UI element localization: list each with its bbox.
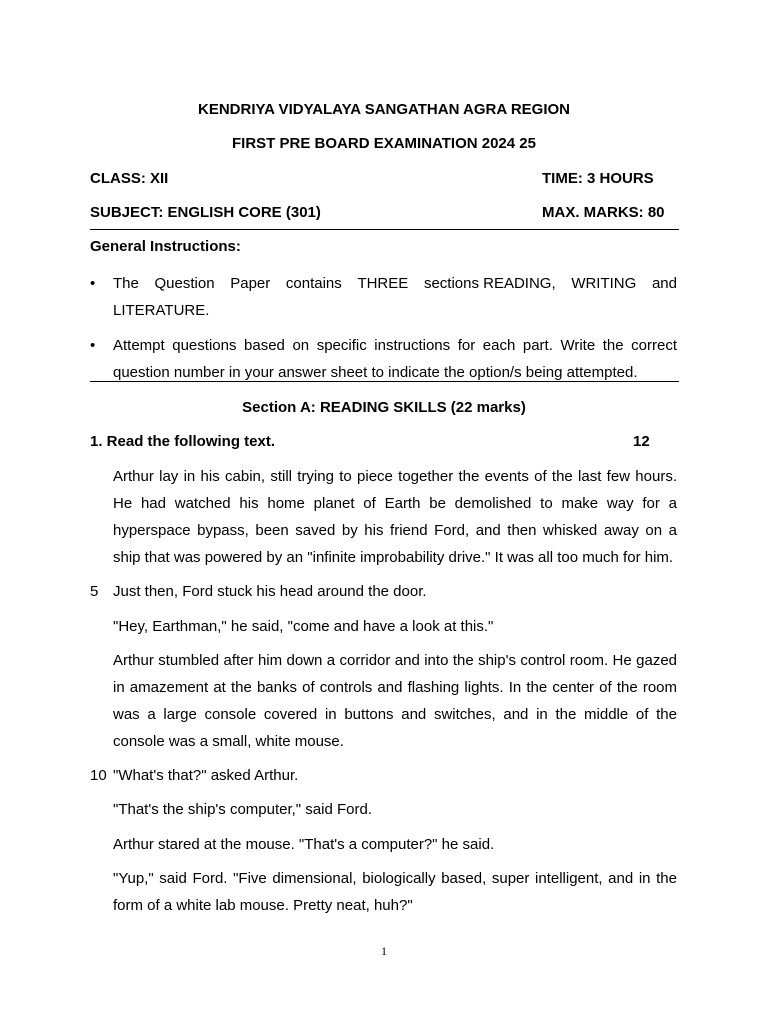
subject-label: SUBJECT: ENGLISH CORE (301)	[90, 204, 321, 221]
passage-line: Arthur stared at the mouse. "That's a computer?" he said.	[113, 836, 495, 853]
instruction-1-line-2: LITERATURE.	[113, 302, 210, 319]
instructions-divider	[90, 381, 679, 382]
bullet-2: •	[90, 337, 96, 354]
passage-line: console was a small, white mouse.	[113, 733, 344, 750]
line-number-5: 5	[90, 583, 99, 600]
passage-line: Arthur lay in his cabin, still trying to piece together the events of the last few hours.	[113, 468, 677, 485]
instruction-2-line-2: question number in your answer sheet to indicate the option/s being attempted.	[113, 364, 638, 381]
passage-line: hyperspace bypass, been saved by his friend Ford, and then whisked away on a	[113, 522, 677, 539]
question-1-marks: 12	[633, 433, 650, 450]
passage-line: He had watched his home planet of Earth be demolished to make way for a	[113, 495, 677, 512]
instructions-heading: General Instructions:	[90, 238, 241, 255]
instruction-1-word: Paper	[230, 275, 271, 292]
instruction-1-line-1	[113, 275, 677, 293]
passage-line: in amazement at the banks of controls and flashing lights. In the center of the room	[113, 679, 677, 696]
line-number-10: 10	[90, 767, 107, 784]
passage-line: form of a white lab mouse. Pretty neat, huh?"	[113, 897, 413, 914]
instruction-1-word: and	[651, 275, 677, 292]
page-number: 1	[381, 944, 387, 958]
passage-line: "Yup," said Ford. "Five dimensional, biologically based, super intelligent, and in the	[113, 870, 677, 887]
section-a-title: Section A: READING SKILLS (22 marks)	[242, 399, 526, 416]
question-1-label: 1. Read the following text.	[90, 433, 276, 450]
time-label: TIME: 3 HOURS	[542, 170, 654, 187]
passage-line: "What's that?" asked Arthur.	[113, 767, 299, 784]
exam-title: FIRST PRE BOARD EXAMINATION 2024 25	[232, 135, 536, 152]
passage-line: "Hey, Earthman," he said, "come and have a look at this."	[113, 618, 494, 635]
instruction-2-line-1: Attempt questions based on specific instructions for each part. Write the correct	[113, 337, 677, 354]
passage-line: "That's the ship's computer," said Ford.	[113, 801, 372, 818]
passage-line: Just then, Ford stuck his head around the door.	[113, 583, 427, 600]
instruction-1-word: WRITING	[571, 275, 637, 292]
instruction-1-word: The	[113, 275, 139, 292]
instruction-1-word: THREE	[357, 275, 409, 292]
class-label: CLASS: XII	[90, 170, 169, 187]
bullet-1: •	[90, 275, 96, 292]
passage-line: ship that was powered by an "infinite improbability drive." It was all too much for him.	[113, 549, 674, 566]
instruction-1-word: Question	[154, 275, 215, 292]
max-marks-label: MAX. MARKS: 80	[542, 204, 665, 221]
passage-line: Arthur stumbled after him down a corridor and into the ship's control room. He gazed	[113, 652, 677, 669]
instruction-1-word: contains	[285, 275, 342, 292]
organization-title: KENDRIYA VIDYALAYA SANGATHAN AGRA REGION	[197, 101, 570, 118]
instruction-1-word: sections READING,	[423, 275, 556, 292]
header-divider	[90, 229, 679, 230]
passage-line: was a large console covered in buttons and switches, and in the middle of the	[113, 706, 677, 723]
